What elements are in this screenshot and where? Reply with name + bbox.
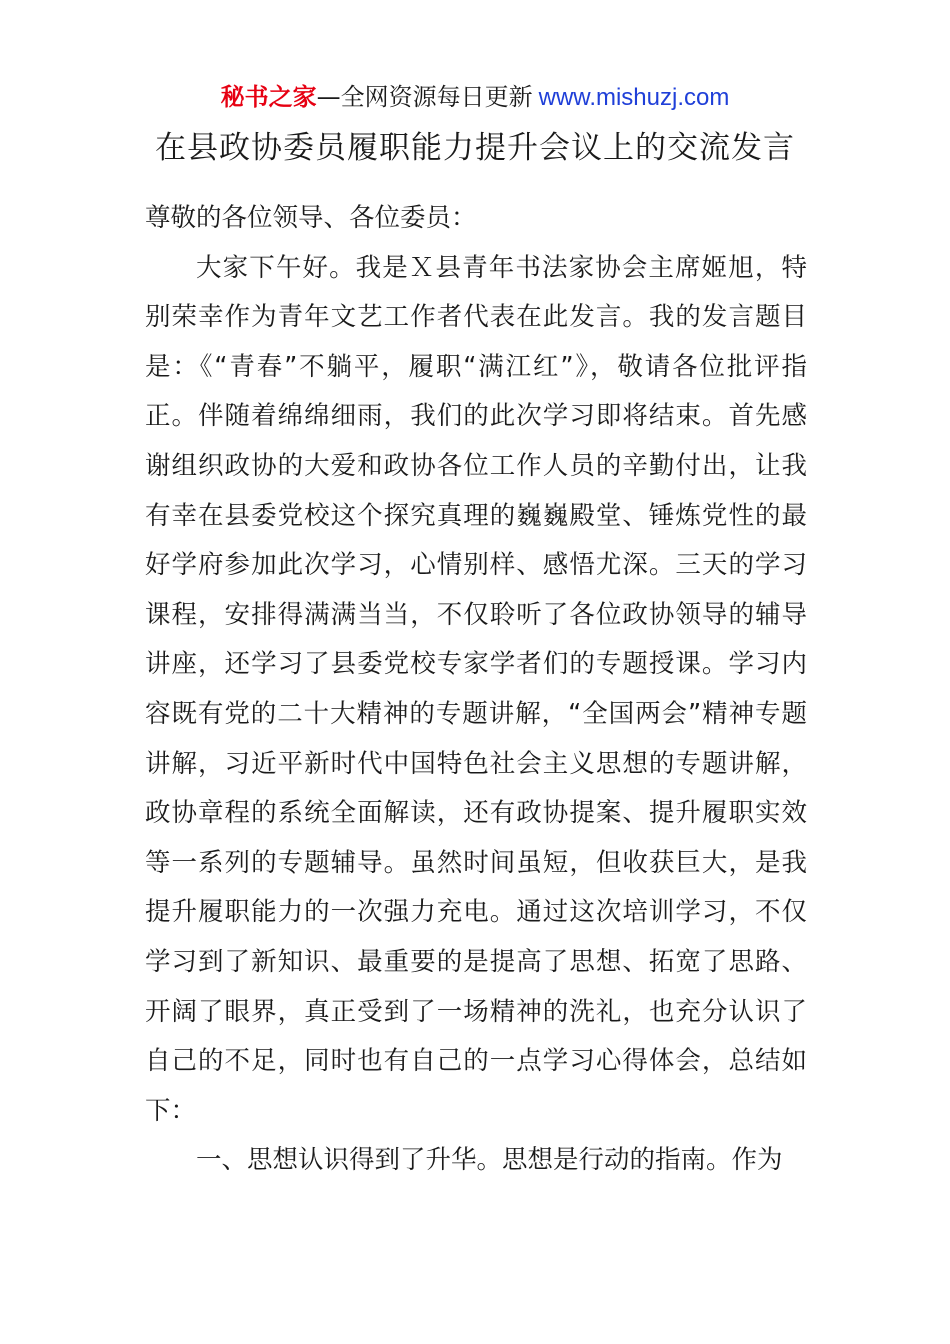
header-tagline: —全网资源每日更新 [316,83,533,111]
document-title: 在县政协委员履职能力提升会议上的交流发言 [155,130,795,166]
body-paragraph: 大家下午好。我是Ｘ县青年书法家协会主席姬旭，特别荣幸作为青年文艺工作者代表在此发言。我的发言题目是：《“青春”不躺平，履职“满江红”》，敬请各位批评指正。伴随着绵绵细雨，我们的此次学习即将结束。首先感谢组织政协的大爱和政协各位工作人员的辛勤付出，让我有幸在县委党校这个探究真理的巍巍殿堂、锤炼党性的最好学府参加此次学习，心情别样、感悟尤深。三天的学习课程，安排得满满当当，不仅聆听了各位政协领导的辅导讲座，还学习了县委党校专家学者们的专题授课。学习内容既有党的二十大精神的专题讲解，“全国两会”精神专题讲解，习近平新时代中国特色社会主义思想的专题讲解，政协章程的系统全面解读，还有政协提案、提升履职实效等一系列的专题辅导。虽然时间虽短，但收获巨大，是我提升履职能力的一次强力充电。通过这次培训学习，不仅学习到了新知识、最重要的是提高了思想、拓宽了思路、开阔了眼界，真正受到了一场精神的洗礼，也充分认识了自己的不足，同时也有自己的一点学习心得体会，总结如下： [145,252,807,1126]
brand-name: 秘书之家 [220,83,317,111]
document-body [145,194,807,1186]
body-paragraph: 一、思想认识得到了升华。思想是行动的指南。作为 [196,1145,783,1176]
greeting-line: 尊敬的各位领导、各位委员： [145,203,477,233]
site-header-banner [0,80,950,115]
site-url-link[interactable]: www.mishuzj.com [538,84,730,111]
